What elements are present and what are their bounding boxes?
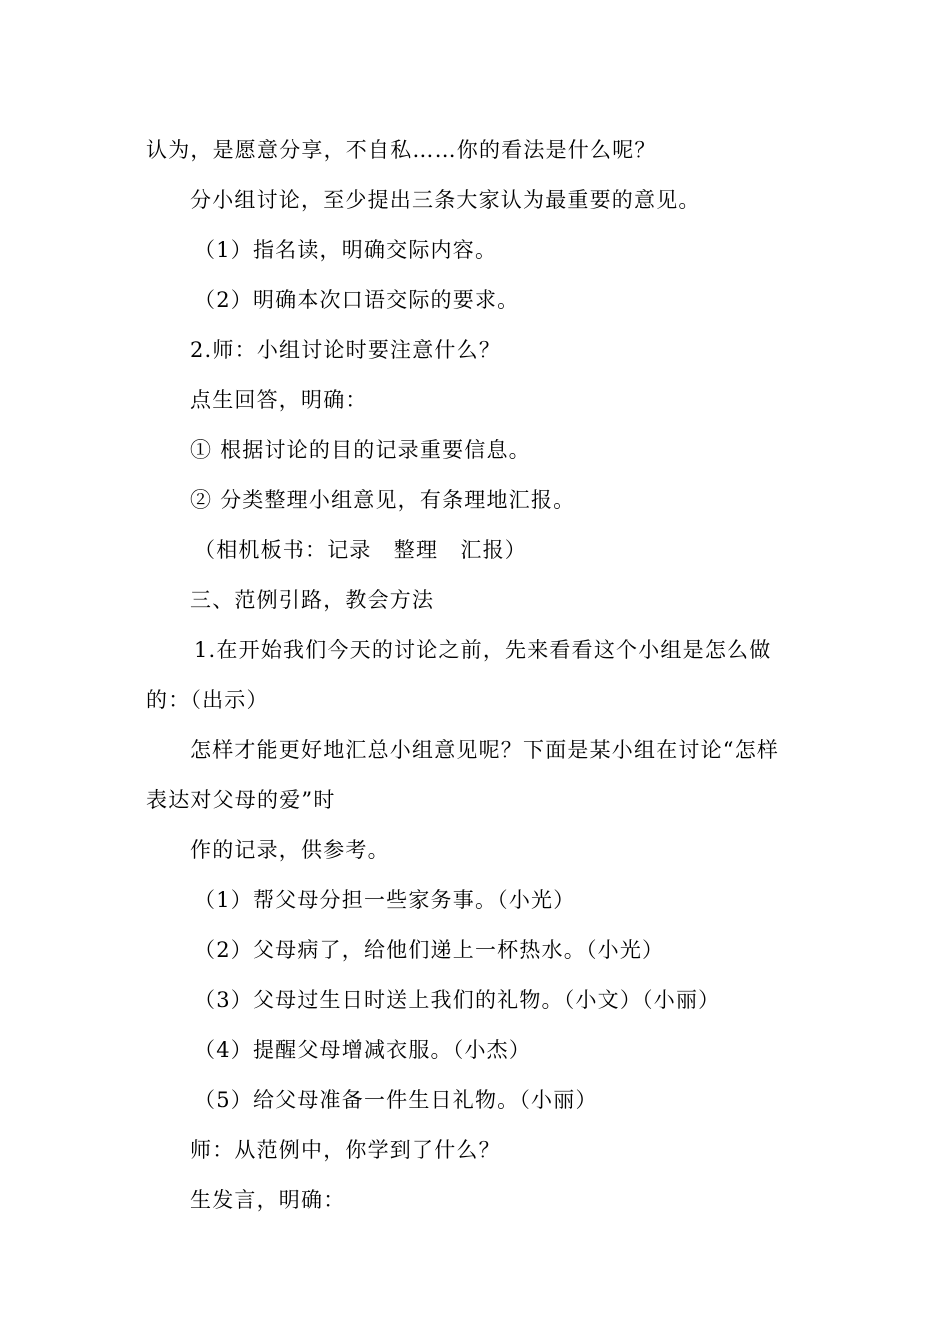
list-item-4: （4）提醒父母增减衣服。（小杰） [194, 1038, 532, 1062]
text-line-7: ① 根据讨论的目的记录重要信息。 [190, 438, 531, 462]
text-line-22: 生发言，明确： [190, 1188, 346, 1212]
text-line-13: 怎样才能更好地汇总小组意见呢？下面是某小组在讨论“怎样 [190, 738, 780, 762]
text-line-15: 作的记录，供参考。 [190, 838, 390, 862]
text-line-12: 的：（出示） [146, 688, 269, 712]
list-item-3: （3）父母过生日时送上我们的礼物。（小文）（小丽） [194, 988, 721, 1012]
text-line-14: 表达对父母的爱”时 [146, 788, 336, 812]
text-line-4: （2）明确本次口语交际的要求。 [194, 288, 520, 312]
text-line-8: ② 分类整理小组意见，有条理地汇报。 [190, 488, 576, 512]
list-item-5: （5）给父母准备一件生日礼物。（小丽） [194, 1088, 598, 1112]
text-line-11: 1.在开始我们今天的讨论之前，先来看看这个小组是怎么做 [194, 638, 772, 662]
list-item-1: （1）帮父母分担一些家务事。（小光） [194, 888, 576, 912]
list-item-2: （2）父母病了，给他们递上一杯热水。（小光） [194, 938, 665, 962]
section-heading: 三、范例引路，教会方法 [190, 588, 435, 612]
text-line-9: （相机板书：记录 整理 汇报） [194, 538, 527, 562]
text-line-2: 分小组讨论，至少提出三条大家认为最重要的意见。 [190, 188, 701, 212]
text-line-3: （1）指名读，明确交际内容。 [194, 238, 498, 262]
text-line-21: 师：从范例中，你学到了什么？ [190, 1138, 501, 1162]
text-line-5: 2.师：小组讨论时要注意什么？ [190, 338, 502, 362]
text-line-1: 认为，是愿意分享，不自私……你的看法是什么呢？ [146, 138, 657, 162]
text-line-6: 点生回答，明确： [190, 388, 368, 412]
